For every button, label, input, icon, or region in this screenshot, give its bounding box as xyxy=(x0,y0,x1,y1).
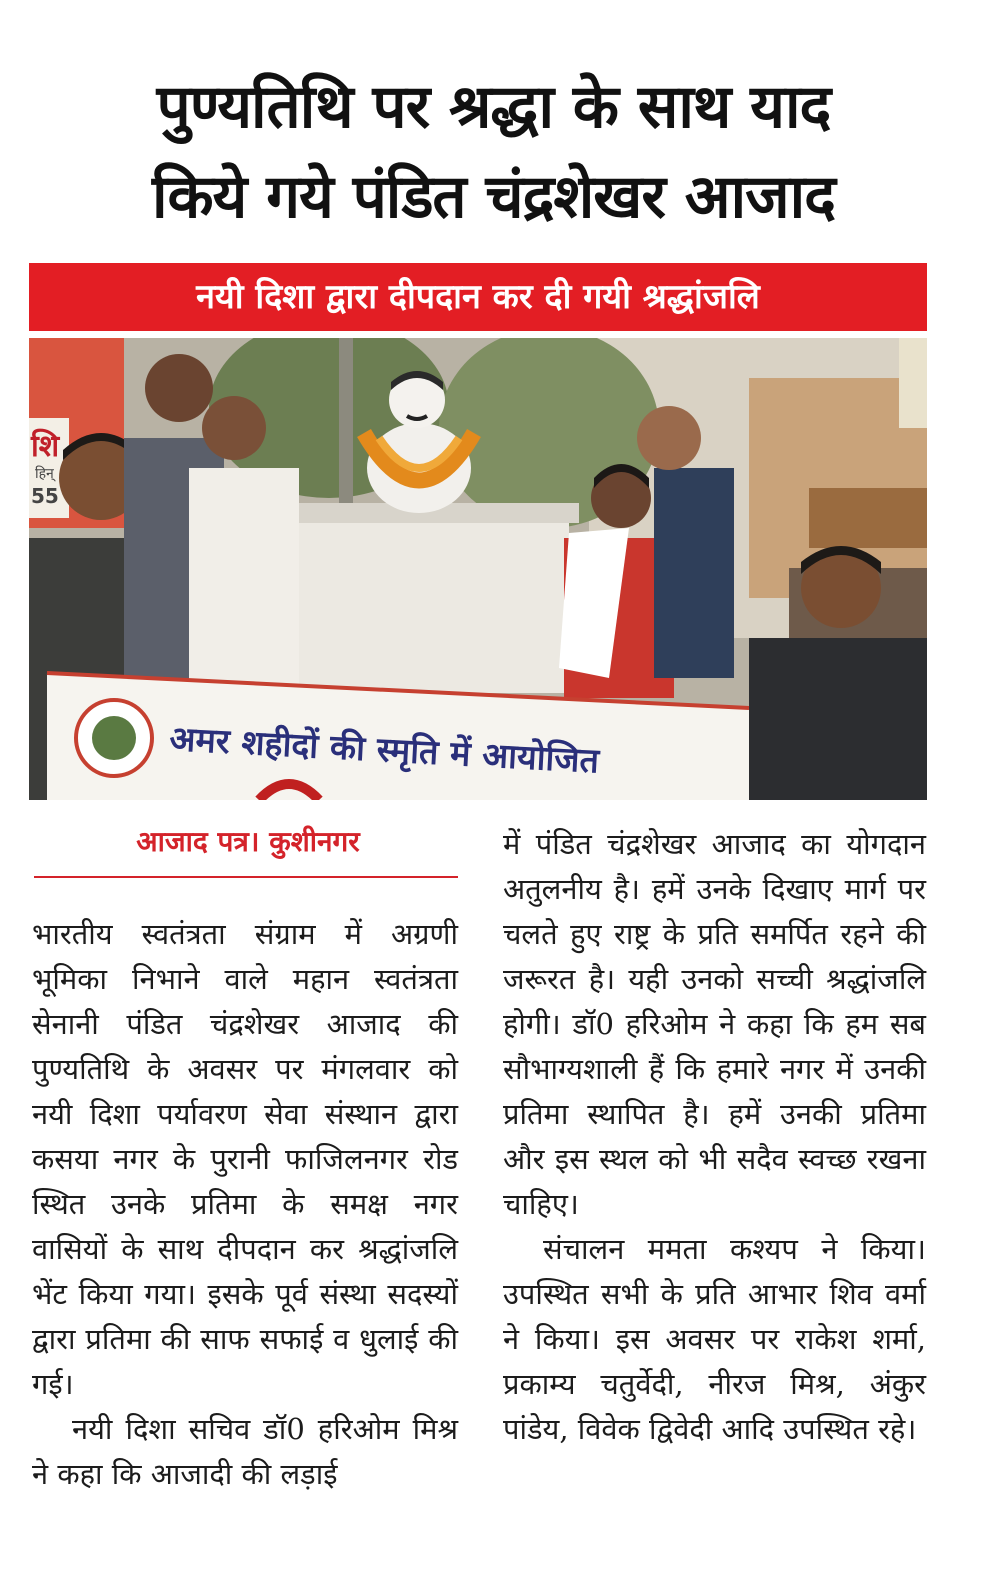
poster-sign-number: 55 xyxy=(31,484,59,508)
subheadline-bar: नयी दिशा द्वारा दीपदान कर दी गयी श्रद्धांजलि xyxy=(29,263,927,331)
banner-text: अमर शहीदों की स्मृति में आयोजित xyxy=(168,719,600,782)
poster-sign-text: शि xyxy=(31,429,60,464)
poster-sign-sub: हिन् xyxy=(35,466,54,482)
headline-line-1: पुण्यतिथि पर श्रद्धा के साथ याद xyxy=(156,72,831,142)
article-column-left xyxy=(32,912,458,1497)
headline xyxy=(20,62,967,242)
article-paragraph: में पंडित चंद्रशेखर आजाद का योगदान अतुलनीय है। हमें उनके दिखाए मार्ग पर चलते हुए राष्ट्र के प्रति समर्पित रहने की जरूरत है। यही उनको सच्ची श्रद्धांजलि होगी। डॉ0 हरिओम ने कहा कि हम सब सौभाग्यशाली हैं कि हमारे नगर में उनकी प्रतिमा स्थापित है। हमें उनकी प्रतिमा और इस स्थल को भी सदैव स्वच्छ रखना चाहिए। xyxy=(503,827,926,1221)
byline-divider xyxy=(34,876,458,878)
byline: आजाद पत्र। कुशीनगर xyxy=(136,825,360,858)
article-paragraph: नयी दिशा सचिव डॉ0 हरिओम मिश्र ने कहा कि आजादी की लड़ाई xyxy=(32,1412,458,1491)
article-paragraph: भारतीय स्वतंत्रता संग्राम में अग्रणी भूमिका निभाने वाले महान स्वतंत्रता सेनानी पंडित चंद्रशेखर आजाद की पुण्यतिथि के अवसर पर मंगलवार को नयी दिशा पर्यावरण सेवा संस्थान द्वारा कसया नगर के पुरानी फाजिलनगर रोड स्थित उनके प्रतिमा के समक्ष नगर वासियों के साथ दीपदान कर श्रद्धांजलि भेंट किया गया। इसके पूर्व संस्था सदस्यों द्वारा प्रतिमा की साफ सफाई व धुलाई की गई। xyxy=(32,917,458,1401)
headline-line-2: किये गये पंडित चंद्रशेखर आजाद xyxy=(151,162,836,232)
article-paragraph: संचालन ममता कश्यप ने किया। उपस्थित सभी के प्रति आभार शिव वर्मा ने किया। इस अवसर पर राकेश शर्मा, प्रकाम्य चतुर्वेदी, नीरज मिश्र, अंकुर पांडेय, विवेक द्विवेदी आदि उपस्थित रहे। xyxy=(503,1232,926,1446)
tribute-scene-illustration xyxy=(29,338,927,800)
article-column-right xyxy=(503,822,926,1452)
news-photo xyxy=(29,338,927,800)
